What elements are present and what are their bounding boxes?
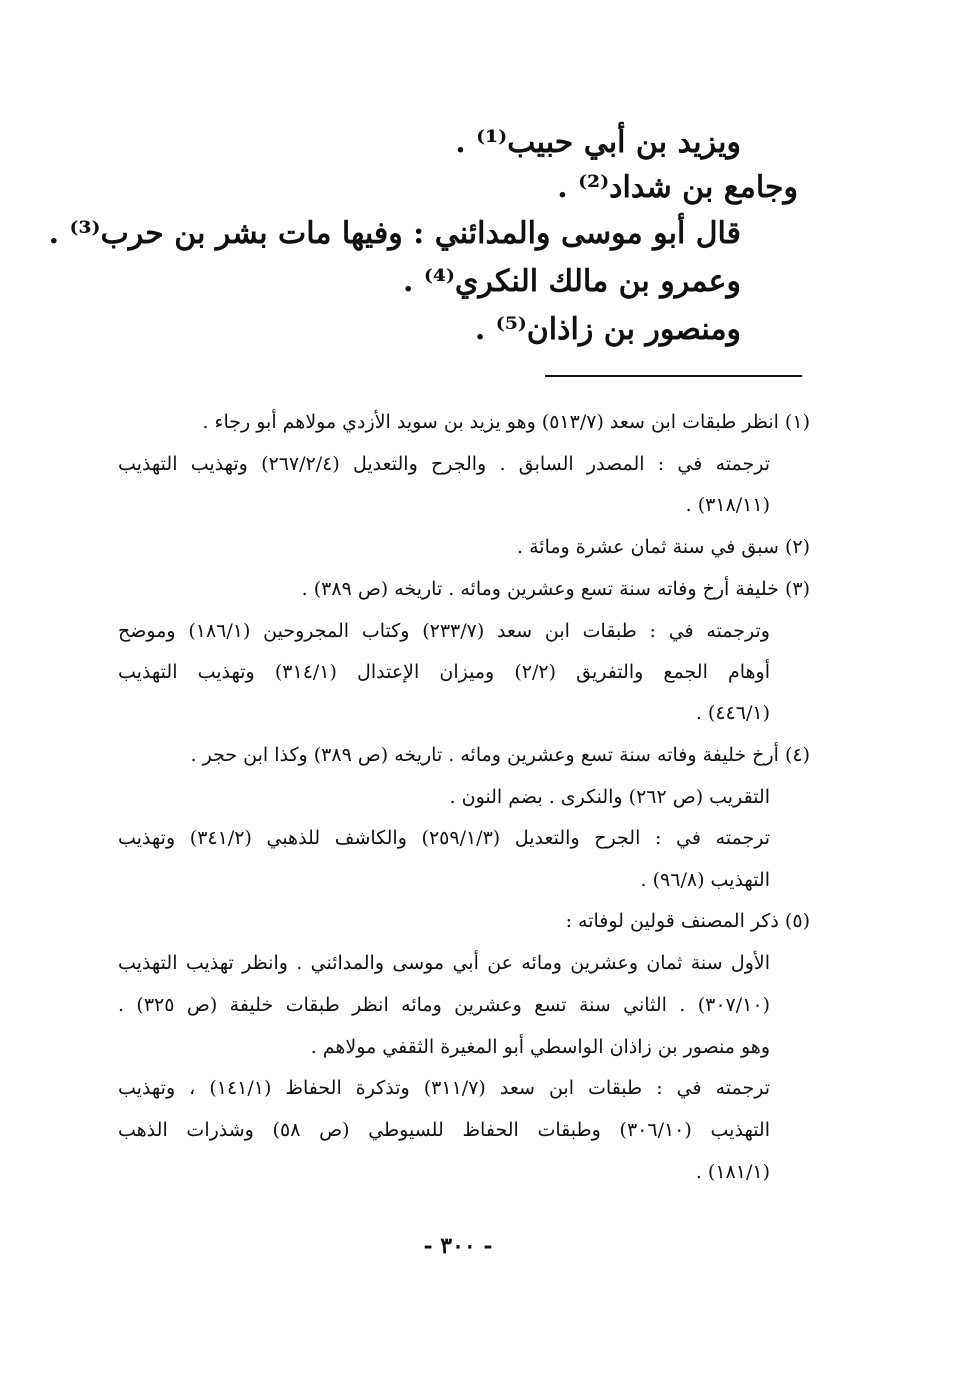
main-line-3: قال أبو موسى والمدائني : وفيها مات بشر بن حرب⁽³⁾ . xyxy=(48,216,741,251)
footnote-line: أوهام الجمع والتفريق (٢/٢) وميزان الإعتدال (٣١٤/١) وتهذيب التهذيب xyxy=(118,661,770,683)
main-line-2: وجامع بن شداد⁽²⁾ . xyxy=(557,170,798,205)
footnote-line: (٤) أرخ خليفة وفاته سنة تسع وعشرين ومائه . تاريخه (ص ٣٨٩) وكذا ابن حجر . xyxy=(190,744,810,766)
footnote-line: التهذيب (٩٦/٨) . xyxy=(640,869,770,891)
footnote-line: الأول سنة ثمان وعشرين ومائه عن أبي موسى والمدائني . وانظر تهذيب التهذيب xyxy=(118,952,770,974)
footnote-divider xyxy=(545,375,802,377)
main-line-4: وعمرو بن مالك النكري⁽⁴⁾ . xyxy=(403,264,741,299)
footnote-line: (٥) ذكر المصنف قولين لوفاته : xyxy=(565,910,810,932)
footnote-line: ترجمته في : طبقات ابن سعد (٣١١/٧) وتذكرة الحفاظ (١٤١/١) ، وتهذيب xyxy=(118,1077,771,1099)
footnote-line: (٣) خليفة أرخ وفاته سنة تسع وعشرين ومائه . تاريخه (ص ٣٨٩) . xyxy=(301,578,810,600)
footnote-line: وهو منصور بن زاذان الواسطي أبو المغيرة الثقفي مولاهم . xyxy=(310,1036,770,1058)
footnote-line: وترجمته في : طبقات ابن سعد (٢٣٣/٧) وكتاب المجروحين (١٨٦/١) وموضح xyxy=(118,620,770,642)
main-line-1: ويزيد بن أبي حبيب⁽¹⁾ . xyxy=(455,125,741,160)
page-number: - ٣٠٠ - xyxy=(423,1233,493,1259)
footnote-line: ترجمته في : الجرح والتعديل (٢٥٩/١/٣) والكاشف للذهبي (٣٤١/٢) وتهذيب xyxy=(118,827,771,849)
footnote-line: التقريب (ص ٢٦٢) والنكرى . بضم النون . xyxy=(449,786,770,808)
main-line-5: ومنصور بن زاذان⁽⁵⁾ . xyxy=(474,312,741,347)
footnote-line: ترجمته في : المصدر السابق . والجرح والتعديل (٢٦٧/٢/٤) وتهذيب التهذيب xyxy=(118,453,770,475)
footnote-line: (٣٠٧/١٠) . الثاني سنة تسع وعشرين ومائه انظر طبقات خليفة (ص ٣٢٥) . xyxy=(118,994,770,1016)
footnote-line: (٢) سبق في سنة ثمان عشرة ومائة . xyxy=(517,536,810,558)
footnote-line: (٤٤٦/١) . xyxy=(695,702,770,724)
footnote-line: (٣١٨/١١) . xyxy=(685,494,770,516)
footnote-line: (١) انظر طبقات ابن سعد (٥١٣/٧) وهو يزيد بن سويد الأزدي مولاهم أبو رجاء . xyxy=(202,411,810,433)
footnote-line: (١٨١/١) . xyxy=(695,1161,770,1183)
footnote-line: التهذيب (٣٠٦/١٠) وطبقات الحفاظ للسيوطي (ص ٥٨) وشذرات الذهب xyxy=(118,1119,770,1141)
